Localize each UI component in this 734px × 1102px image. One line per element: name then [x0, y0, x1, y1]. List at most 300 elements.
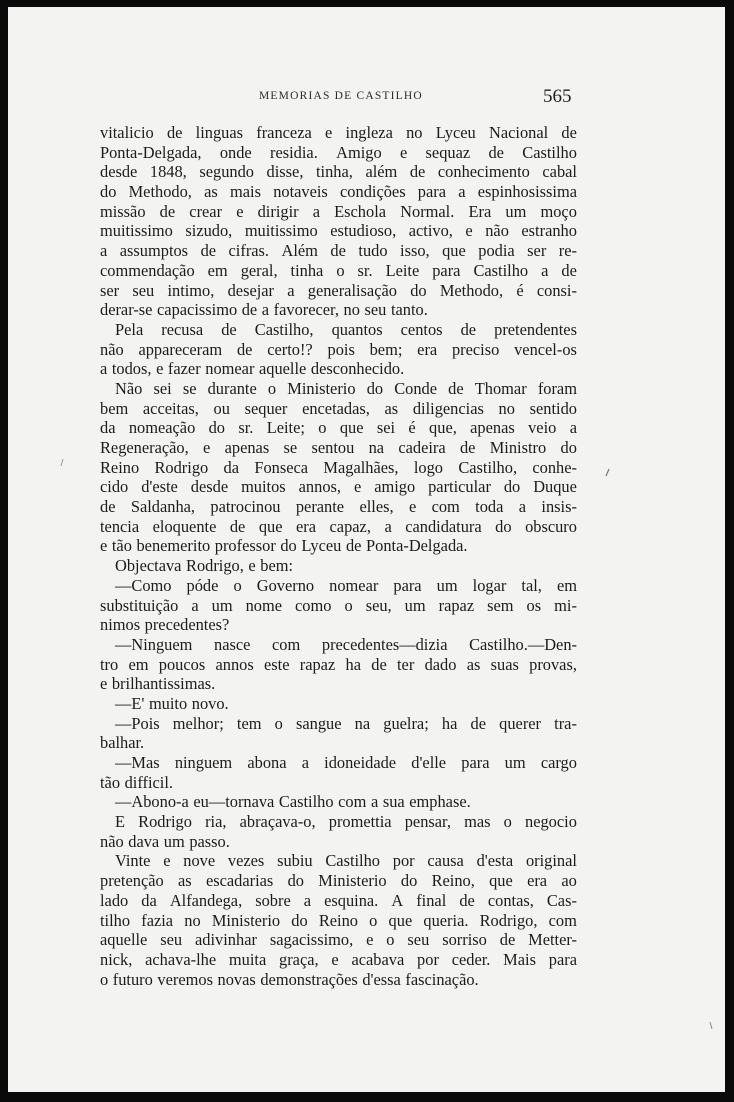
- word: um: [404, 595, 426, 615]
- word: muito: [148, 693, 188, 713]
- text-line: [100, 950, 577, 970]
- word: Reino,: [431, 871, 475, 891]
- word: se: [182, 378, 197, 398]
- word: difficil.: [124, 772, 174, 792]
- word: dado: [424, 654, 457, 674]
- word: generalisação: [307, 280, 397, 300]
- word: Ponta-Delgada.: [366, 536, 468, 556]
- word: pretenção: [100, 871, 164, 891]
- word: era: [527, 871, 548, 891]
- word: quantos: [331, 319, 383, 339]
- word: com: [431, 497, 460, 517]
- word: o: [336, 260, 345, 280]
- word: a: [569, 418, 577, 438]
- word: o: [233, 575, 242, 595]
- word: d'este: [141, 477, 178, 497]
- word: desconhecido.: [310, 359, 405, 379]
- word: ceder.: [451, 949, 491, 969]
- word: apenas: [470, 418, 515, 438]
- word: um: [436, 575, 458, 595]
- word: muitissimo: [100, 221, 173, 241]
- word: nomeação: [128, 418, 196, 438]
- page-number: 565: [543, 86, 572, 107]
- word: vencel-os: [514, 339, 577, 359]
- word: adivinhar: [195, 930, 257, 950]
- word: sentou: [311, 438, 355, 457]
- word: muitissimo: [244, 221, 318, 241]
- word: particular: [428, 477, 491, 497]
- word: pois: [327, 339, 355, 359]
- word: mi-: [554, 595, 577, 615]
- word: appareceram: [138, 339, 223, 359]
- word: sentido: [529, 398, 577, 418]
- word: o: [267, 378, 277, 398]
- word: vezes: [227, 851, 265, 871]
- word: Saldanha,: [130, 497, 196, 517]
- word: a: [384, 516, 392, 536]
- word: original: [525, 851, 577, 871]
- word: assumptos: [119, 241, 189, 261]
- word: disse,: [266, 162, 304, 182]
- word: ou: [213, 398, 230, 418]
- word: de: [345, 536, 362, 556]
- word: d'esta: [476, 851, 514, 871]
- word: ter: [397, 654, 415, 674]
- word: e: [236, 201, 244, 221]
- word: linguas: [195, 123, 244, 142]
- word: moço: [540, 201, 577, 221]
- word: sequaz: [425, 142, 471, 162]
- word: do: [291, 910, 308, 930]
- body-text: [100, 123, 577, 989]
- word: lado: [100, 890, 129, 910]
- word: Rodrigo,: [186, 556, 244, 576]
- word: seu,: [365, 595, 392, 615]
- word: recusa: [161, 319, 204, 339]
- word: se: [283, 438, 298, 457]
- text-line: [100, 379, 577, 399]
- word: por: [392, 851, 415, 871]
- word: no: [184, 910, 201, 930]
- word: as: [466, 654, 481, 674]
- word: ser: [100, 280, 120, 300]
- word: e: [399, 142, 408, 162]
- word: que: [442, 241, 466, 261]
- word: veio: [528, 418, 557, 438]
- word: para: [548, 949, 577, 969]
- word: Reino: [318, 910, 358, 930]
- running-title: MEMORIAS DE CASTILHO: [259, 90, 423, 102]
- word: no: [498, 398, 515, 418]
- word: nick,: [100, 949, 133, 969]
- word: com: [338, 792, 367, 812]
- text-line: [100, 812, 577, 832]
- word: tão: [100, 772, 121, 792]
- word: a: [301, 753, 309, 772]
- word: certo!?: [267, 339, 313, 359]
- word: Cas-: [546, 890, 577, 910]
- word: Nacional: [489, 123, 549, 142]
- word: que,: [429, 418, 457, 438]
- text-line: [100, 281, 577, 301]
- word: de: [459, 438, 476, 457]
- word: Vinte: [115, 851, 151, 871]
- word: d'elle: [411, 753, 447, 772]
- word: cabal: [542, 162, 577, 182]
- text-line: [100, 773, 577, 793]
- text-line: [100, 891, 577, 911]
- word: Ponta-Delgada,: [100, 142, 202, 162]
- word: bem:: [260, 556, 294, 576]
- word: de: [470, 713, 487, 733]
- text-line: [100, 123, 577, 143]
- word: abona: [247, 753, 287, 772]
- text-line: [100, 851, 577, 871]
- word: Magalhães,: [323, 457, 399, 477]
- word: e: [100, 536, 108, 556]
- text-line: [100, 556, 577, 576]
- word: de: [200, 241, 217, 261]
- word: melhor;: [172, 713, 224, 733]
- word: aquelle: [258, 359, 307, 379]
- word: annos,: [298, 477, 341, 497]
- word: da: [223, 457, 240, 477]
- word: amigo: [374, 477, 416, 497]
- word: bem: [100, 398, 129, 418]
- word: sua: [382, 792, 405, 812]
- word: cargo: [540, 753, 577, 772]
- text-line: [100, 615, 577, 635]
- text-line: [100, 832, 577, 852]
- word: no: [406, 123, 423, 142]
- word: e: [203, 438, 211, 457]
- word: cadeira: [398, 438, 446, 457]
- word: do: [366, 378, 384, 398]
- word: brilhantissimas.: [111, 674, 216, 694]
- text-line: [100, 911, 577, 931]
- text-line: [100, 300, 577, 320]
- word: e: [325, 123, 333, 142]
- word: nimos: [100, 615, 141, 635]
- word: de: [221, 319, 237, 339]
- word: tal,: [521, 575, 542, 595]
- text-line: [100, 143, 577, 163]
- text-line: [100, 871, 577, 891]
- word: Mais: [503, 949, 536, 969]
- word: na: [354, 713, 371, 733]
- word: segundo: [199, 162, 254, 182]
- word: sagacissimo,: [269, 930, 354, 950]
- word: preciso: [451, 339, 500, 359]
- text-line: [100, 576, 577, 596]
- word: seu: [132, 280, 155, 300]
- word: nove: [183, 851, 216, 871]
- word: achava-lhe: [145, 949, 217, 969]
- text-line: [100, 477, 577, 497]
- word: abraçava-o,: [239, 812, 316, 832]
- word: do: [287, 871, 304, 891]
- word: um: [163, 831, 185, 851]
- word: activo,: [408, 221, 453, 241]
- word: o: [318, 418, 327, 438]
- text-line: [100, 241, 577, 261]
- word: Fonseca: [254, 457, 309, 477]
- text-line: [100, 261, 577, 281]
- word: do: [495, 516, 512, 536]
- word: logar: [472, 575, 507, 595]
- word: Reino: [100, 457, 140, 477]
- word: tro: [100, 654, 119, 674]
- word: provas,: [529, 654, 577, 674]
- word: suas: [490, 654, 519, 674]
- word: queria.: [423, 910, 469, 930]
- word: de: [229, 516, 246, 536]
- word: apenas: [224, 438, 270, 457]
- word: sizudo,: [185, 221, 233, 241]
- word: candidatura: [405, 516, 482, 536]
- word: Methodo,: [439, 280, 504, 300]
- word: de: [330, 241, 346, 261]
- word: o: [274, 713, 283, 733]
- word: era: [417, 339, 438, 359]
- word: Governo: [256, 575, 315, 595]
- word: mas: [464, 812, 491, 832]
- word: ria,: [205, 812, 227, 832]
- word: muita: [228, 949, 267, 969]
- word: insis-: [541, 497, 577, 517]
- word: do: [503, 477, 521, 497]
- word: 1848,: [149, 162, 187, 182]
- word: estudioso,: [330, 221, 397, 241]
- word: demonstrações: [260, 969, 358, 989]
- word: Objectava: [115, 556, 182, 576]
- word: o: [503, 812, 512, 832]
- word: poucos: [158, 654, 206, 674]
- word: precedentes—dizia: [321, 634, 448, 654]
- word: fascinação.: [405, 969, 479, 989]
- word: Eschola: [334, 201, 387, 221]
- word: Além: [281, 241, 318, 261]
- word: substituição: [100, 595, 179, 615]
- word: final: [416, 890, 447, 910]
- word: tra-: [554, 713, 577, 733]
- word: Pela: [115, 319, 144, 339]
- word: rapaz: [438, 595, 475, 615]
- word: sorriso: [442, 930, 487, 950]
- word: encetadas,: [302, 398, 370, 418]
- word: annos: [215, 654, 254, 674]
- word: tudo: [358, 241, 388, 261]
- word: passo.: [189, 831, 230, 851]
- word: sr.: [238, 418, 254, 438]
- text-line: [100, 655, 577, 675]
- running-head: [8, 86, 725, 108]
- word: precedentes?: [144, 615, 230, 635]
- word: emphase.: [409, 792, 471, 812]
- word: a: [312, 201, 320, 221]
- word: do: [100, 182, 117, 202]
- word: este: [264, 654, 290, 674]
- word: de: [371, 654, 387, 674]
- word: Castilho: [522, 142, 577, 162]
- word: e: [408, 497, 417, 517]
- word: desde: [100, 162, 138, 182]
- word: —Como: [115, 575, 172, 595]
- word: que: [339, 418, 364, 438]
- word: sem: [487, 595, 514, 615]
- word: centos: [400, 319, 443, 339]
- word: todos,: [111, 359, 152, 379]
- word: nasce: [214, 634, 251, 654]
- word: esquina.: [324, 890, 379, 910]
- word: na: [368, 438, 385, 457]
- word: a: [287, 280, 295, 300]
- text-line: [100, 497, 577, 517]
- word: balhar.: [100, 733, 145, 753]
- word: da: [141, 890, 157, 910]
- word: a: [541, 260, 549, 280]
- word: muitos: [241, 477, 286, 497]
- word: ninguem: [174, 753, 233, 772]
- word: ingleza: [345, 123, 393, 142]
- word: —Ninguem: [115, 634, 193, 654]
- word: A: [391, 890, 404, 910]
- word: acabava: [351, 949, 405, 969]
- text-line: [100, 970, 577, 990]
- word: de: [460, 319, 477, 339]
- word: do: [400, 871, 418, 891]
- word: de: [166, 123, 183, 142]
- word: cido: [100, 477, 129, 497]
- word: ha: [441, 713, 458, 733]
- word: sequer: [244, 398, 288, 418]
- word: um: [504, 753, 526, 772]
- word: tem: [236, 713, 262, 733]
- word: não: [100, 831, 124, 851]
- word: de: [499, 930, 516, 950]
- word: —Pois: [115, 713, 160, 733]
- word: em: [207, 260, 228, 280]
- text-line: [100, 635, 577, 655]
- text-line: [100, 399, 577, 419]
- word: tinha,: [316, 162, 353, 182]
- word: Castilho: [473, 260, 529, 280]
- word: as: [204, 182, 218, 202]
- word: e: [465, 221, 473, 241]
- word: guelra;: [383, 713, 429, 733]
- word: Não: [115, 378, 143, 398]
- word: por: [417, 949, 439, 969]
- word: póde: [186, 575, 219, 595]
- word: seu: [364, 300, 387, 320]
- word: Castilho,: [458, 457, 518, 477]
- word: Ministerio: [287, 378, 356, 398]
- word: pensar,: [404, 812, 451, 832]
- word: Amigo: [336, 142, 382, 162]
- word: derar-se: [100, 300, 153, 320]
- word: e: [100, 674, 108, 694]
- word: subiu: [277, 851, 313, 871]
- word: mais: [230, 182, 261, 202]
- word: a: [261, 300, 270, 320]
- word: de: [236, 339, 253, 359]
- word: perante: [295, 497, 345, 517]
- word: do: [208, 418, 225, 438]
- word: contas,: [487, 890, 534, 910]
- word: missão: [100, 201, 146, 221]
- word: Castilho,: [254, 319, 314, 339]
- word: de: [159, 201, 176, 221]
- word: promettia: [328, 812, 392, 832]
- text-line: [100, 517, 577, 537]
- word: Thomar: [474, 378, 527, 398]
- word: sr.: [357, 260, 373, 280]
- word: dava: [128, 831, 160, 851]
- word: —Abono-a: [115, 792, 189, 812]
- word: espinhosissima: [477, 182, 577, 202]
- word: e: [156, 359, 164, 379]
- word: e: [331, 949, 339, 969]
- text-line: [100, 753, 577, 773]
- word: tinha: [290, 260, 324, 280]
- word: para: [393, 575, 422, 595]
- word: o: [386, 930, 395, 950]
- word: no: [343, 300, 360, 320]
- text-line: [100, 359, 577, 379]
- text-line: [100, 674, 577, 694]
- word: nome: [245, 595, 283, 615]
- word: para: [417, 182, 447, 202]
- word: em: [128, 654, 149, 674]
- word: do: [280, 536, 297, 556]
- word: um: [505, 201, 527, 221]
- word: em: [556, 575, 577, 595]
- word: Rodrigo: [154, 457, 209, 477]
- word: conhecimento: [437, 162, 530, 182]
- word: de: [241, 300, 258, 320]
- word: Castilho: [325, 851, 380, 871]
- word: as: [384, 398, 399, 418]
- text-line: [100, 536, 577, 556]
- word: intimo,: [167, 280, 215, 300]
- word: ao: [561, 871, 577, 891]
- word: de: [448, 378, 464, 398]
- word: os: [526, 595, 542, 615]
- word: ha: [345, 654, 361, 674]
- word: a: [458, 182, 466, 202]
- word: causa: [427, 851, 464, 871]
- word: cifras.: [228, 241, 270, 261]
- word: graça,: [279, 949, 319, 969]
- word: Leite: [385, 260, 420, 280]
- word: Rodrigo,: [479, 910, 538, 930]
- word: e: [366, 930, 374, 950]
- word: escadarias: [205, 871, 274, 891]
- word: de: [561, 260, 577, 280]
- word: do: [410, 280, 427, 300]
- word: desejar: [227, 280, 275, 300]
- word: e: [248, 556, 256, 576]
- word: nomear: [205, 359, 255, 379]
- word: Normal.: [400, 201, 455, 221]
- word: foram: [537, 378, 577, 398]
- word: de: [459, 890, 475, 910]
- text-line: [100, 792, 577, 812]
- word: Leite;: [266, 418, 305, 438]
- word: a: [100, 241, 108, 261]
- word: a: [370, 792, 379, 812]
- text-line: [100, 182, 577, 202]
